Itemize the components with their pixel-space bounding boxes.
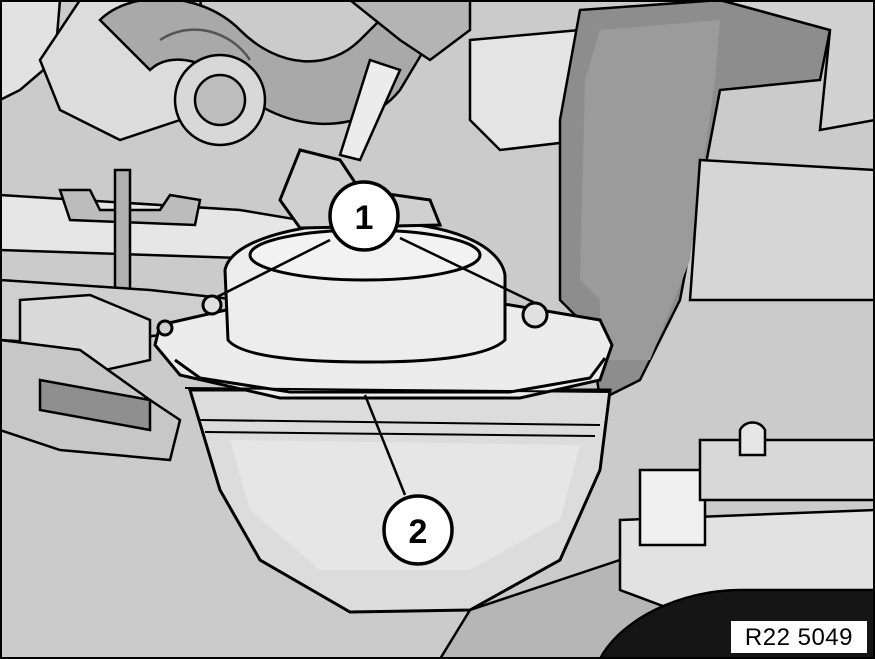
callout-2-label: 2	[408, 513, 428, 551]
callout-1	[330, 182, 398, 250]
figure-id-label: R22 5049	[731, 621, 867, 653]
callout-1-label: 1	[354, 199, 374, 237]
callout-2	[384, 496, 452, 564]
